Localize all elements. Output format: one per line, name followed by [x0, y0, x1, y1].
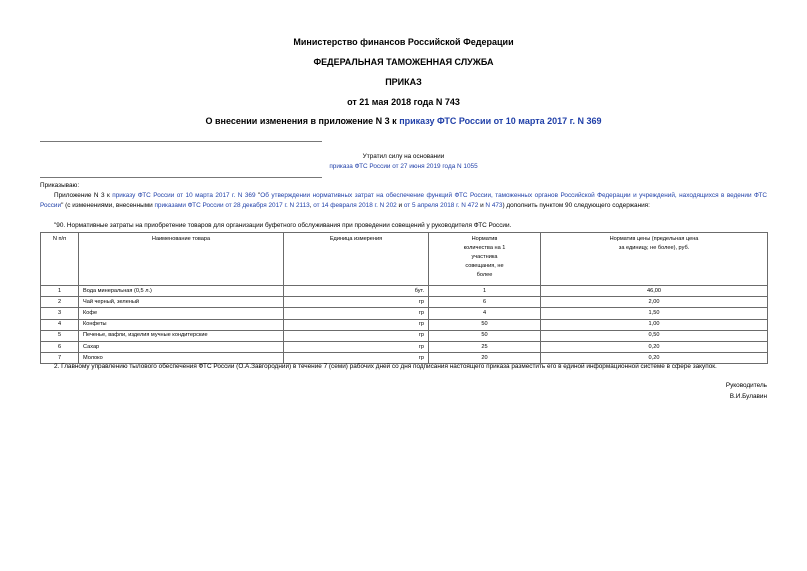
cell-name: Чай черный, зеленый [79, 297, 284, 308]
doc-type-heading: ПРИКАЗ [385, 77, 422, 87]
cell-unit: гр [284, 353, 429, 364]
order-202-link[interactable]: от 14 февраля 2018 г. N 202 [313, 201, 397, 209]
p1-text-g: ) дополнить пунктом 90 следующего содержания: [502, 201, 650, 209]
p1-text-d: , [309, 201, 314, 209]
cell-unit: гр [284, 330, 429, 341]
revoked-notice [40, 162, 767, 172]
paragraph-90: "90. Нормативные затраты на приобретение товаров для организации буфетного обслуживания при проведении совещений у руководителя ФТС России. [54, 222, 512, 229]
cell-number: 1 [41, 286, 79, 297]
cell-number: 5 [41, 330, 79, 341]
cell-number: 2 [41, 297, 79, 308]
cell-price: 1,50 [541, 308, 768, 319]
table-row [41, 297, 768, 308]
cell-unit: гр [284, 308, 429, 319]
cell-quantity: 25 [429, 341, 541, 352]
cell-price: 46,00 [541, 286, 768, 297]
cell-number: 3 [41, 308, 79, 319]
cell-unit: гр [284, 297, 429, 308]
cell-name: Вода минеральная (0,5 л.) [79, 286, 284, 297]
col-header-number: N п/п [41, 233, 79, 286]
cell-unit: гр [284, 319, 429, 330]
document-title [0, 116, 807, 126]
revoked-order-link[interactable]: приказа ФТС России от 27 июня 2019 года N 1055 [329, 163, 478, 170]
ministry-heading: Министерство финансов Российской Федерации [293, 37, 514, 47]
paragraph-2: 2. Главному управлению тылового обеспечения ФТС России (О.А.Завгородний) в течение 7 (семи) рабочих дней со дня подписания настоящего приказа разместить его в единой информационной системе в сфере закупок. [54, 363, 717, 370]
table-header-row [41, 233, 768, 286]
date-number-heading: от 21 мая 2018 года N 743 [347, 97, 460, 107]
signature-position: Руководитель [725, 382, 767, 389]
p1-text-a: Приложение N 3 к [54, 192, 113, 199]
paragraph-1 [40, 191, 767, 210]
goods-table [40, 232, 768, 364]
p1-text-c: " (с изменениями, внесенными [61, 201, 155, 209]
cell-quantity: 50 [429, 330, 541, 341]
table-row [41, 319, 768, 330]
cell-price: 1,00 [541, 319, 768, 330]
cell-price: 2,00 [541, 297, 768, 308]
order-2113-link[interactable]: приказами ФТС России от 28 декабря 2017 г. N 2113 [154, 201, 310, 209]
cell-price: 0,20 [541, 353, 768, 364]
title-order-link[interactable]: приказу ФТС России от 10 марта 2017 г. N 369 [399, 116, 602, 126]
p1-text-e: и [396, 201, 404, 209]
cell-quantity: 20 [429, 353, 541, 364]
service-heading: ФЕДЕРАЛЬНАЯ ТАМОЖЕННАЯ СЛУЖБА [313, 57, 494, 67]
col-header-name: Наименование товара [79, 233, 284, 286]
revoked-line: Утратил силу на основании [362, 153, 445, 160]
cell-quantity: 4 [429, 308, 541, 319]
cell-quantity: 50 [429, 319, 541, 330]
cell-price: 0,50 [541, 330, 768, 341]
order-472-link[interactable]: от 5 апреля 2018 г. N 472 [403, 201, 479, 209]
separator-rule-top [40, 141, 322, 142]
cell-name: Молоко [79, 353, 284, 364]
table-row [41, 330, 768, 341]
cell-name: Кофе [79, 308, 284, 319]
col-header-price [541, 233, 768, 286]
signature-name: В.И.Булавин [729, 393, 767, 400]
cell-quantity: 1 [429, 286, 541, 297]
cell-quantity: 6 [429, 297, 541, 308]
p1-text-b: " [255, 192, 261, 199]
title-prefix: О внесении изменения в приложение N 3 к [205, 116, 400, 126]
table-row [41, 286, 768, 297]
separator-rule-bottom [40, 177, 322, 178]
cell-unit: бут. [284, 286, 429, 297]
cell-name: Сахар [79, 341, 284, 352]
cell-price: 0,20 [541, 341, 768, 352]
order-369-link[interactable]: приказу ФТС России от 10 марта 2017 г. N 369 [112, 192, 256, 199]
cell-number: 7 [41, 353, 79, 364]
cell-name: Конфеты [79, 319, 284, 330]
cell-number: 4 [41, 319, 79, 330]
order-title-link[interactable]: Об утверждении нормативных затрат на обеспечение функций ФТС России, таможенных органов Российской Федерации и учреждений, находящихся в ведении ФТС России [40, 192, 767, 209]
col-header-unit: Единица измерения [284, 233, 429, 286]
p1-text-f: и [478, 201, 486, 209]
signature-block [726, 380, 767, 402]
order-473-link[interactable]: N 473 [485, 201, 503, 209]
col-header-quantity [429, 233, 541, 286]
cell-number: 6 [41, 341, 79, 352]
table-row [41, 341, 768, 352]
cell-name: Печенье, вафли, изделия мучные кондитерские [79, 330, 284, 341]
col-header-price-text: Норматив цены (предельная цена за единицу, не более), руб. [609, 236, 699, 251]
cell-unit: гр [284, 341, 429, 352]
table-row [41, 308, 768, 319]
order-word: Приказываю: [40, 182, 80, 189]
col-header-quantity-text: Норматив количества на 1 участника совещания, не более [463, 236, 506, 278]
